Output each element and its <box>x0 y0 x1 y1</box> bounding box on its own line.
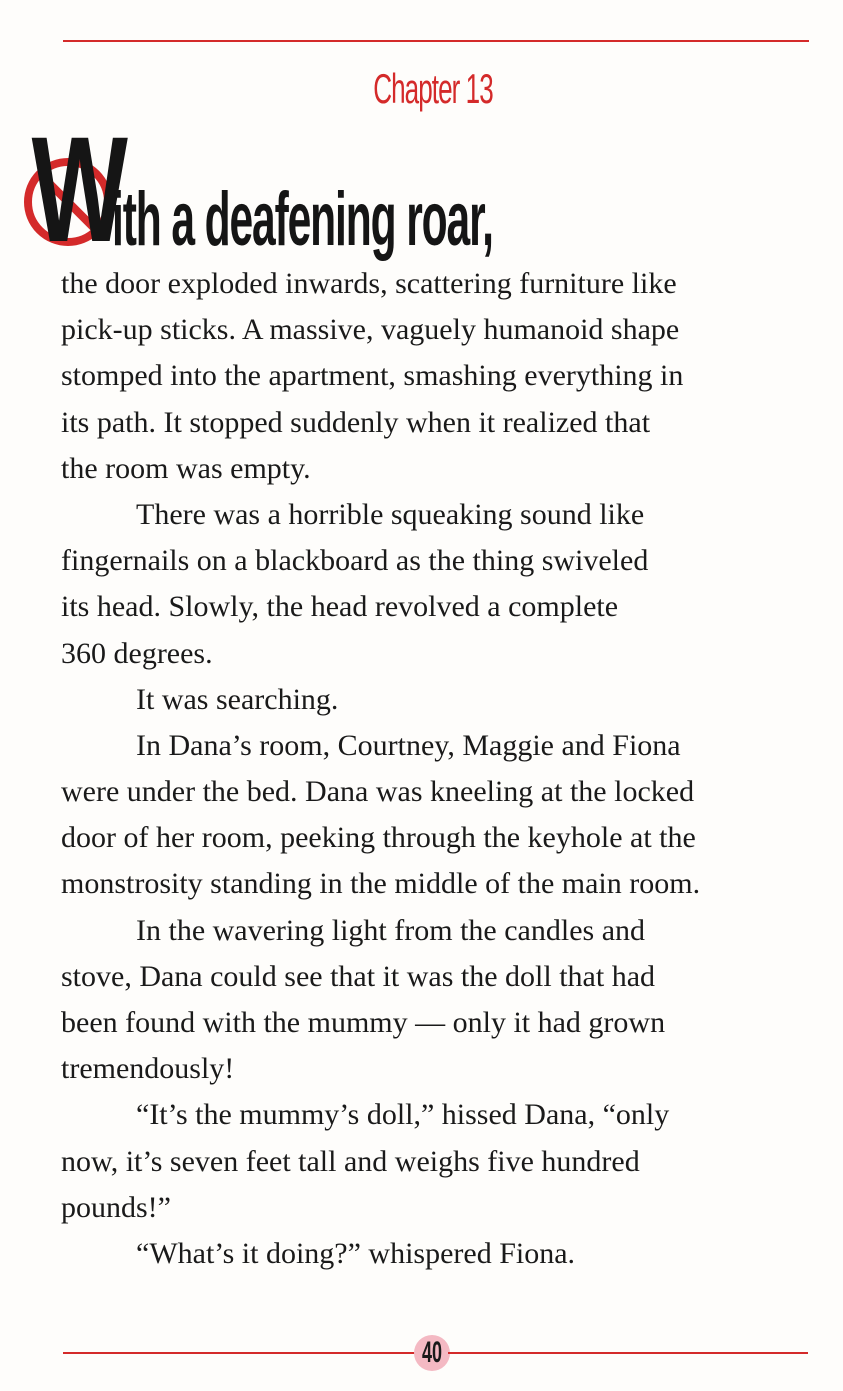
text-line: the room was empty. <box>61 451 311 485</box>
text-line: its head. Slowly, the head revolved a complete <box>61 590 619 624</box>
text-line: fingernails on a blackboard as the thing swiveled <box>61 544 649 578</box>
text-line: tremendously! <box>61 1052 235 1086</box>
story-text <box>61 261 821 1277</box>
drop-cap-letter: W <box>31 105 126 273</box>
text-line: monstrosity standing in the middle of the main room. <box>61 867 701 901</box>
text-line: were under the bed. Dana was kneeling at the locked <box>61 775 695 809</box>
text-line: now, it’s seven feet tall and weighs five hundred <box>61 1144 640 1178</box>
top-rule <box>63 40 809 42</box>
page-number-badge <box>414 1335 450 1371</box>
text-line: 360 degrees. <box>61 636 213 670</box>
bottom-rule-left <box>63 1352 415 1354</box>
text-line: been found with the mummy — only it had grown <box>61 1006 666 1039</box>
bottom-rule-right <box>448 1352 808 1354</box>
text-line: its path. It stopped suddenly when it realized that <box>61 405 651 439</box>
text-line: door of her room, peeking through the keyhole at the <box>61 821 696 855</box>
text-line: stove, Dana could see that it was the doll that had <box>61 959 656 993</box>
text-line: There was a horrible squeaking sound like <box>136 497 645 531</box>
text-line: pick-up sticks. A massive, vaguely humanoid shape <box>61 313 680 347</box>
page-number: 40 <box>421 1336 443 1369</box>
text-line: the door exploded inwards, scattering furniture like <box>61 267 677 300</box>
lead-in-heading: ith a deafening roar, <box>112 177 493 262</box>
chapter-title: Chapter 13 <box>373 65 493 112</box>
text-line: pounds!” <box>61 1190 171 1224</box>
text-line: “What’s it doing?” whispered Fiona. <box>136 1236 576 1270</box>
text-line: In Dana’s room, Courtney, Maggie and Fiona <box>136 728 681 762</box>
text-line: “It’s the mummy’s doll,” hissed Dana, “only <box>136 1098 670 1132</box>
drop-cap <box>14 105 126 273</box>
text-line: stomped into the apartment, smashing everything in <box>61 359 684 393</box>
text-line: In the wavering light from the candles and <box>136 913 646 947</box>
text-line: It was searching. <box>136 682 339 716</box>
